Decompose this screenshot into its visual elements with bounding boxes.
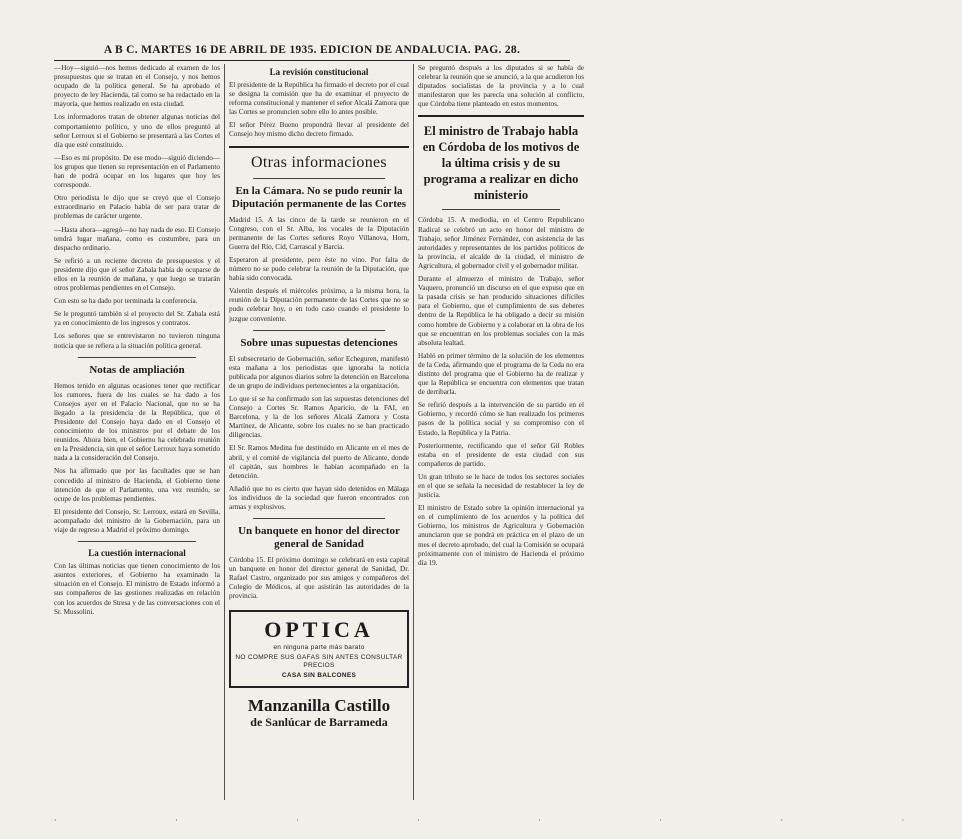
article-paragraph: Valentín después el miércoles próximo, a la misma hora, la reunión de la Diputación permanente de las Cortes que no se pudo celebrar hoy, o en todo caso cuando el presidente lo juzgue conveniente. bbox=[229, 287, 409, 323]
section-separator bbox=[78, 357, 196, 358]
article-paragraph: Córdoba 15. El próximo domingo se celebrará en esta capital un banquete en honor del director general de Sanidad, Dr. Rafael Castro, organizado por sus amigos y compañeros del Colegio de Médicos, al que asistirán las autoridades de la provincia. bbox=[229, 556, 409, 601]
manzanilla-ad-subtitle: de Sanlúcar de Barrameda bbox=[250, 714, 388, 729]
article-paragraph: El presidente de la República ha firmado el decreto por el cual se designa la comisión que ha de examinar el proyecto de reforma constitucional y mantener el señor Alcalá Zamora que las Cortes se pronuncien sobre ello lo antes posible. bbox=[229, 81, 409, 117]
column-middle bbox=[229, 64, 409, 804]
article-paragraph: Habló en primer término de la solución de los elementos de la Ceda, afirmando que el programa de la Ceda no era distinto del programa que el Gobierno ha de realizar y que la República se encuentra con elementos que tratan de derribarla. bbox=[418, 351, 584, 397]
page-header bbox=[54, 44, 570, 61]
article-paragraph: Con esto se ha dado por terminada la conferencia. bbox=[54, 297, 198, 306]
column-divider-2 bbox=[413, 64, 414, 800]
headline-supuestas-detenciones: Sobre unas supuestas detenciones bbox=[240, 336, 398, 349]
optica-ad-line: NO COMPRE SUS GAFAS SIN ANTES CONSULTAR PRECIOS bbox=[235, 653, 403, 669]
header-text: A B C. MARTES 16 DE ABRIL DE 1935. EDICION DE ANDALUCIA. PAG. 28. bbox=[103, 44, 521, 56]
article-paragraph: El Sr. Ramos Medina fue destituido en Alicante en el mes de abril, y el comité de vigilancia del puerto de Alicante, donde el capitán, sus hombres le habían acompañado en la detención. bbox=[229, 444, 409, 480]
article-paragraph: Nos ha afirmado que por las facultades que se han concedido al ministro de Hacienda, el Gobierno tiene intención de que el Parlamento, una vez reunido, se ocupe de los problemas pendientes. bbox=[54, 467, 220, 503]
article-paragraph: Un gran tributo se le hace de todos los sectores sociales en el que se señala la necesidad de restablecer la ley de justicia. bbox=[418, 472, 584, 500]
headline-notas-ampliacion: Notas de ampliación bbox=[89, 363, 185, 376]
headline-otras-informaciones: Otras informaciones bbox=[251, 153, 387, 171]
section-separator bbox=[253, 330, 385, 331]
optica-ad-line: en ninguna parte más barato bbox=[273, 643, 365, 651]
article-paragraph: El ministro de Estado sobre la opinión internacional ya en el cumplimiento de los acuerdos y la política del Gobierno, los ministros de Agricultura y Gobernación anunciaron que se pondrá en práctica en el plazo de un mes el decreto aprobado, del cual la Comisión se ocupará próximamente con el ministro de Hacienda el próximo día 19. bbox=[418, 504, 584, 567]
column-left bbox=[54, 64, 220, 804]
optica-advertisement bbox=[229, 610, 409, 688]
section-separator bbox=[78, 541, 196, 542]
article-paragraph: Hemos tenido en algunas ocasiones tener que rectificar los rumores, fuera de los cuales se ha dado a los Consejos ayer en el Palacio Nacional, que no se ha llegado a la presidencia de la República, que el Presidente del Consejo haya dado en el Consejo el conocimiento de los ministros por el debate de los reunidos. Ahora bien, el Gobierno ha celebrado reunión en la Presidencia, sin que el señor Lerroux haya sometido nada a la consideración del Consejo. bbox=[54, 381, 220, 463]
article-paragraph: Lo que sí se ha confirmado son las supuestas detenciones del Consejo a Cortes Sr. Ramos Aparicio, de la FAI, en Barcelona, y la de los señores Alcalá Zamora y Costa Martínez, de Alicante, sobre los cuales no se han practicado diligencias. bbox=[229, 394, 409, 440]
article-paragraph: Córdoba 15. A mediodía, en el Centro Republicano Radical se celebró un acto en honor del ministro de Trabajo, señor Jiménez Fernández, con asistencia de las autoridades y representantes de los partidos políticos de la provincia, el alcalde de la ciudad, el ministro de Agricultura, el gobernador civil y el gobernador militar. bbox=[418, 216, 584, 270]
article-paragraph: Los informadores tratan de obtener algunas noticias del comportamiento político, y uno de ellos preguntó al señor Lerroux si el Gobierno se presentará a las Cortes el día que esté constituido. bbox=[54, 113, 220, 149]
headline-cuestion-internacional: La cuestión internacional bbox=[88, 548, 186, 559]
section-separator bbox=[418, 115, 584, 117]
article-paragraph: Posteriormente, rectificando que el señor Gil Robles estaba en el presidente de esta ciudad con sus compañeros de partido. bbox=[418, 441, 584, 468]
article-paragraph: El subsecretario de Gobernación, señor Echeguren, manifestó esta mañana a los periodistas que ignoraba la noticia publicada por algunos diarios sobre la detención en Barcelona de un grupo de individuos pertenecientes a la organización. bbox=[229, 354, 409, 390]
article-paragraph: Los señores que se entrevistaron no tuvieron ninguna noticia que se refiera a la situación política general. bbox=[54, 332, 220, 350]
article-paragraph: Añadió que no es cierto que hayan sido detenidos en Málaga los individuos de la sociedad que fueron encontrados con armas y explosivos. bbox=[229, 484, 409, 511]
article-paragraph: Se le preguntó también si el proyecto del Sr. Zabala está ya en conocimiento de los ingresos y contratos. bbox=[54, 310, 220, 328]
column-divider-1 bbox=[224, 64, 225, 800]
article-paragraph: Se refirió después a la intervención de su partido en el Gobierno, y recordó cómo se han realizado los primeros pasos de la política social y su compromiso con el Estado, la República y la Patria. bbox=[418, 401, 584, 437]
page-footer-marks: · · · · · · · · bbox=[54, 816, 962, 825]
column-right bbox=[418, 64, 584, 804]
article-paragraph: Con las últimas noticias que tienen conocimiento de los asuntos exteriores, el Gobierno ha examinado la situación en el Consejo. El ministro de Estado informó a sus compañeros de las gestiones realizadas en relación con los acuerdos de Stresa y de las conversaciones con el Sr. Mussolini. bbox=[54, 562, 220, 616]
article-paragraph: Se preguntó después a los diputados si se había de celebrar la reunión que se anunció, a la que acudieron los diputados socialistas de la provincia y a lo cual manifestaron que les parecía una solución al conflicto, que Córdoba tiene planteado en estos momentos. bbox=[418, 64, 584, 109]
article-paragraph: —Hoy—siguió—nos hemos dedicado al examen de los presupuestos que se tratan en el Consejo, y nos hemos ocupado de la política general. Se ha aprobado el proyecto de ley Hacienda, tal como se ha redactado en la mayoría, que hemos realizado en esta ciudad. bbox=[54, 64, 220, 109]
article-paragraph: Se refirió a un reciente decreto de presupuestos y el presidente dijo que el señor Zabala había de ocuparse de ellos en la reunión de mañana, y que luego se tratarán otros problemas pendientes en el Consejo. bbox=[54, 256, 220, 293]
article-paragraph: —Hasta ahora—agregó—no hay nada de eso. El Consejo tendrá lugar mañana, como es costumbre, para un despacho ordinario. bbox=[54, 225, 220, 252]
optica-ad-title: OPTICA bbox=[264, 616, 374, 642]
headline-ministro-trabajo: El ministro de Trabajo habla en Córdoba de los motivos de la última crisis y de su programa a realizar en dicho ministerio bbox=[422, 124, 580, 203]
article-paragraph: Madrid 15. A las cinco de la tarde se reunieron en el Congreso, con el Sr. Alba, los vocales de la Diputación permanente de las Cortes señores Royo Villanova, Horn, Guerra del Río, Cid, Carrascal y Barcia. bbox=[229, 215, 409, 251]
optica-ad-line: CASA SIN BALCONES bbox=[281, 671, 357, 679]
manzanilla-ad-title: Manzanilla Castillo bbox=[247, 695, 391, 715]
article-paragraph: El presidente del Consejo, Sr. Lerroux, estará en Sevilla, acompañado del ministro de la Gobernación, para un viaje de regreso a Madrid el próximo domingo. bbox=[54, 507, 220, 535]
article-paragraph: —Eso es mi propósito. De ese modo—siguió diciendo—los grupos que tienen su representación en el Parlamento han de podrá ocupar en los lugares que hoy les corresponde. bbox=[54, 153, 220, 190]
article-paragraph: Otro periodista le dijo que se creyó que el Consejo extraordinario en Palacio había de ser para tratar de problemas de carácter urgente. bbox=[54, 194, 220, 221]
section-separator bbox=[253, 518, 385, 519]
headline-banquete: Un banquete en honor del director general de Sanidad bbox=[238, 525, 400, 551]
headline-revision-constitucional: La revisión constitucional bbox=[269, 67, 369, 77]
section-separator bbox=[229, 146, 409, 148]
article-paragraph: Esperaron al presidente, pero éste no vino. Por falta de número no se pudo celebrar la reunión de la Diputación, que había sido convocada. bbox=[229, 255, 409, 283]
section-separator bbox=[253, 178, 385, 179]
section-separator bbox=[442, 209, 560, 210]
article-paragraph: Durante el almuerzo el ministro de Trabajo, señor Vaquero, pronunció un discurso en el que expuso que en la pasada crisis se han producido situaciones difíciles para el Gobierno, que el cumplimiento de sus deberes dentro de la República le ha obligado a decir su misión como hombre de Gobierno y a colaborar en la obra de los que se encuentran en los problemas sociales con la más absoluta lealtad. bbox=[418, 275, 584, 347]
article-paragraph: El señor Pérez Bueno propondrá llevar al presidente del Consejo hoy mismo dicho decreto firmado. bbox=[229, 121, 409, 139]
headline-camara: En la Cámara. No se pudo reunir la Diputación permanente de las Cortes bbox=[231, 184, 407, 210]
